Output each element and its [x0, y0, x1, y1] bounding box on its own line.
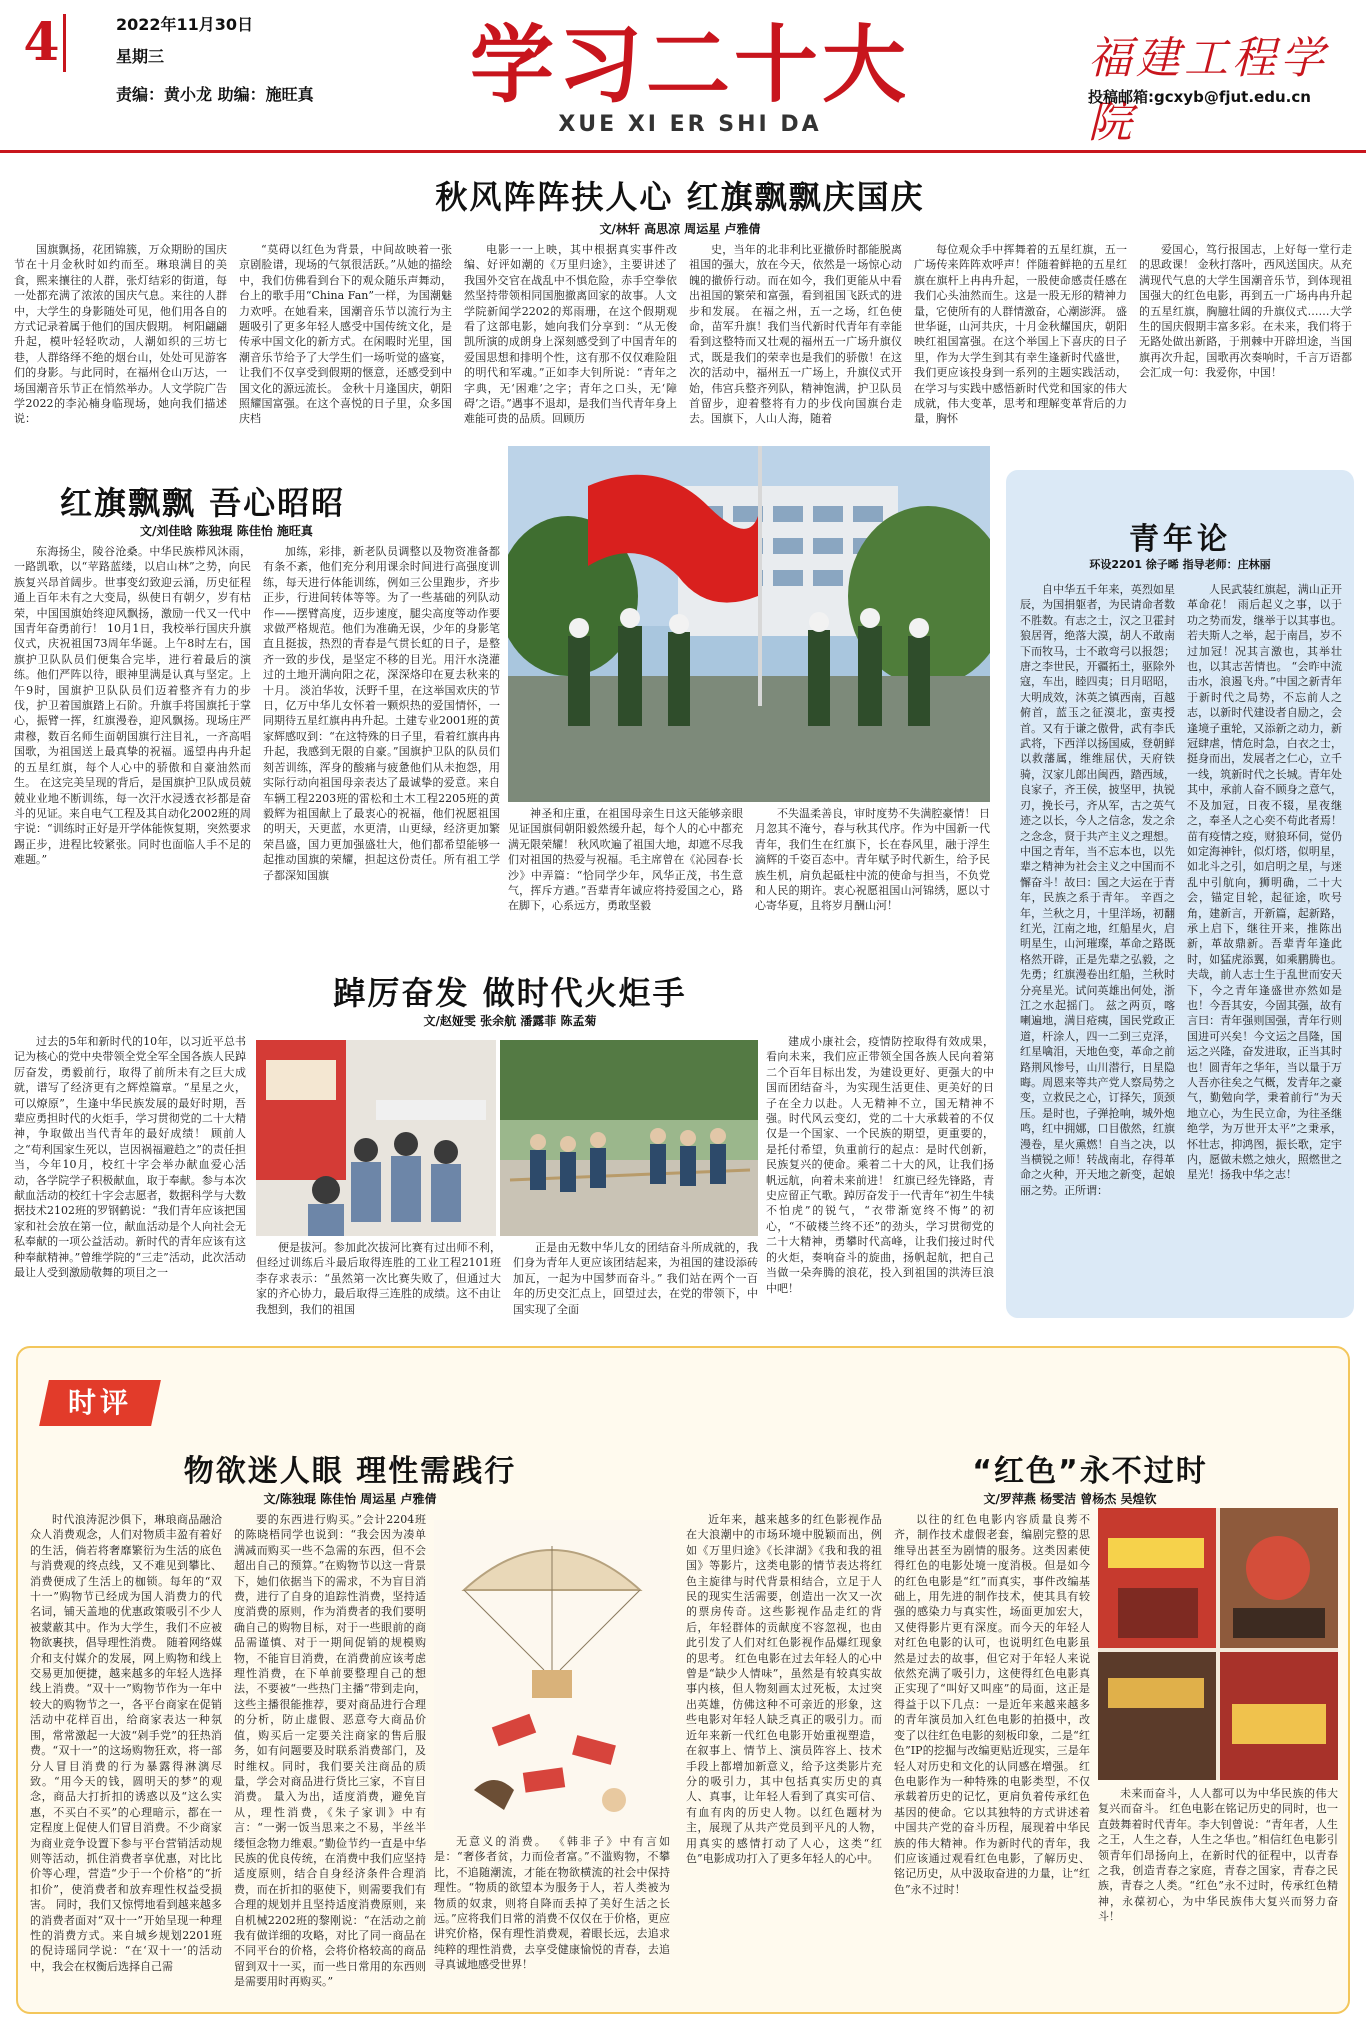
commentary-left-byline: 文/陈独琨 陈佳怡 周运星 卢雅倩 — [263, 1492, 437, 1506]
page-number: 4 — [20, 14, 66, 72]
article3-body-right — [766, 1034, 994, 1324]
article2-headline: 红旗飘飘 吾心昭昭 — [60, 484, 346, 522]
commentary-left-body-end — [434, 1834, 670, 2002]
article1-col-6: 爱国心，笃行报国志，上好每一堂行走的思政课！ 金秋打落叶，西风送国庆。从充满现代气息的大学生国潮音乐节，到体现祖国强大的红色电影，再到五一广场冉冉升起的五星红旗，胸臆壮阔的升旗仪式……大学生的国庆假期丰富多彩。在未来，我们将于无路处做出新路，于荆棘中开辟坦途，当国旗再次升起，国歌再次奏响时，千言万语都会汇成一句：我爱你，中国！ — [1139, 243, 1352, 380]
commentary-left-col-2: 要的东西进行购买。”会计2204班的陈晓梧同学也说到：“我会因为凑单满减而购买一些不急需的东西，但不会超出自己的预算。”在购物节以这一背景下，她们依据当下的需求，不为盲目消费，进行了自身的追踪性消费，坚持适度消费的原则，作为消费者的我们要明确自己的购物目标，对于一些眼前的商品需谨慎、对于一期间促销的规模购物，不能盲目消费，在消费前应该考虑理性消费，在下单前要整理自己的想法，不要被“一些热门主播”带到走向，这些主播很能推荐，要对商品进行合理的分析，防止虚假、恶意夸大商品价值，购买后一定要关注商家的售后服务，如有问题要及时联系消费部门，及时维权。同时，我们要关注商品的质量，学会对商品进行货比三家，不盲目消费。 量入为出，适度消费，避免盲从，理性消费，《朱子家训》中有言：“一粥一饭当思来之不易，半丝半缕恒念物力维艰。”勤俭节约一直是中华民族的优良传统，在消费中我们应坚持适度原则，结合自身经济条件合理消费，而在折扣的驱使下，则需要我们有合理的规划并且坚持适度消费原则，来自机械2202班的黎刚说：“在活动之前我有做详细的攻略，对比了同一商品在不同平台的价格，会将价格较高的商品留到双十一买，而一些日常用的东西则是需要用时再购买。” — [234, 1513, 426, 1989]
article3-col-4: 建成小康社会，疫情防控取得有效成果，看向未来，我们应正带领全国各族人民向着第二个百年目标出发，为建设更好、更强大的中国而团结奋斗，为实现生活更佳、更美好的日子在全力以赴。人无精神不立，国无精神不强。时代风云变幻，党的二十大承载着的不仅仅是一个国家、一个民族的期望，更重要的，是托付希望，负重前行的起点：是时代创新，民族复兴的使命。乘着二十大的风，让我们扬帆远航，向着未来前进！ 红旗已经先锋路，青史应留正气歌。踔厉奋发于一代青年“初生牛犊不怕虎”的锐气，“衣带渐宽终不悔”的初心，“不破楼兰终不还”的劲头，学习贯彻党的二十大精神，勇攀时代高峰，让我们接过时代的火炬，奏响奋斗的旋曲，扬帆起航，把自己当做一朵奔腾的浪花，投入到祖国的洪涛巨浪中吧！ — [766, 1035, 994, 1295]
commentary-left-headline: 物欲迷人眼 理性需践行 — [183, 1454, 517, 1489]
article3-body-mid — [256, 1240, 758, 1324]
article1-col-4: 史，当年的北非利比亚撤侨时都能脱离祖国的强大，放在今天，依然是一场惊心动魄的撤侨行动。而在如今，我们更能从中看出祖国的繁荣和富强，看到祖国飞跃式的进步和发展。 在福之州，五一之场，红色使命，苗军升旗！我们当代新时代青年有幸能看到这整特而又壮观的福州五一广场升旗仪式，既是我们的荣幸也是我们的骄傲！在这次的活动中，福州五一广场上，升旗仪式开始，伟宫兵整齐列队，精神饱满，护卫队员首留步，迎着整将有力的步伐向国旗台走去。国旗下，人山人海，随着 — [689, 243, 902, 426]
article2-col-1: 东海扬尘，陵谷沧桑。中华民族栉风沐雨，一路凯歌，以“苹路蓝缕，以启山林”之势，向民族复兴昂首阔步。世事变幻致迎云涌，历史征程通上百年未有之大变局，纵使日有朝夕，岁有枯荣，中国国旗始终迎风飘扬，激励一代又一代中国青年奋勇前行！ 10月1日，我校举行国庆升旗仪式，庆祝祖国73周年华诞。上午8时左右，国旗护卫队队员们便集合完毕，进行着最后的演练。他们严阵以待，眼神里满是认真与坚定。上午9时，国旗护卫队队员们迈着整齐有力的步伐，护卫着国旗踏上石阶。升旗手将国旗托于掌心，振臂一挥，红旗漫卷，迎风飘扬。现场庄严肃穆，数百名师生面朝国旗行注目礼，一齐高唱国歌，为祖国送上最真挚的祝福。遥望冉冉升起的五星红旗，每个人心中的骄傲和自豪油然而生。 在这完美呈现的背后，是国旗护卫队成员兢兢业业地不断训练，每一次汗水浸透衣衫都是奋斗的见证。来自电气工程及其自动化2002班的周宇说：“训练时正好是开学体能恢复期，突然要求踢正步，进程比较紧张。同时也面临人手不足的难题。” — [14, 545, 251, 867]
article3-headline: 踔厉奋发 做时代火炬手 — [333, 974, 687, 1012]
commentary-right-byline: 文/罗萍燕 杨雯洁 曾杨杰 吴煌钦 — [983, 1492, 1157, 1506]
section-title: 学习二十大 — [470, 16, 911, 114]
article3-body-left — [14, 1034, 246, 1324]
commentary-right-headline: “红色”永不过时 — [972, 1454, 1208, 1489]
article3-col-1: 过去的5年和新时代的10年，以习近平总书记为核心的党中央带领全党全军全国各族人民踔厉奋发，勇毅前行，取得了前所未有之巨大成就，谱写了经济更有之辉煌篇章。“星星之火，可以燎原”，生逢中华民族发展的最好时期，吾辈应勇担时代的火炬手，学习贯彻党的二十大精神，争取做出当代青年的最好成绩！ 顾前人之“苟利国家生死以，岂因祸福避趋之”的责任担当，今年10月，校红十字会举办献血爱心活动，各学院学子积极献血，取于奉献。参与本次献血活动的校红十字会志愿者，数据科学与大数据技术2102班的罗钢鹤说：“我们青年应该把国家和社会放在第一位，献血活动是个人向社会无私奉献的一项公益活动。新时代的青年应该有这种奉献精神。”曾维学院的“三走”活动，此次活动最让人受到激励敬舞的项目之一 — [14, 1035, 246, 1280]
article1-body — [14, 242, 1352, 438]
parachute-money-illustration — [434, 1520, 670, 1830]
header-divider — [0, 150, 1366, 153]
sidebar-byline: 环设2201 徐子晞 指导老师：庄林丽 — [1089, 558, 1271, 571]
issue-weekday: 星期三 — [116, 47, 165, 66]
school-logo: 福建工程学院 — [1088, 33, 1328, 148]
article2-col-3: 神圣和庄重，在祖国母亲生日这天能够亲眼见证国旗伺朝阳毅然缓升起，每个人的心中都充满无限荣耀！ 秋风吹遍了祖国大地，却遮不尽我们对祖国的热爱与祝福。毛主席曾在《沁园春·长沙》中弄篇：“恰同学少年，风华正茂，书生意气，挥斥方遒。”吾辈青年诚应将持爱国之心，路在脚下，心系远方，勇敢坚毅 — [508, 807, 743, 913]
article1-byline: 文/林轩 高思凉 周运星 卢雅倩 — [599, 222, 761, 236]
article3-byline: 文/赵娅雯 张余航 潘露菲 陈孟菊 — [423, 1014, 597, 1028]
article1-col-2: “莫碍以红色为背景，中间故映着一张京剧脸谱，现场的气氛很活跃。”从她的描绘中，我们仿佛看到台下的观众随乐声舞动，台上的歌手用“China Fan”一样，为国潮魅力欢呼。在她看来，国潮音乐节以流行为主题吸引了更多年轻人感受中国传统文化，是传承中国文化的新方式。在闲暇时光里，国潮音乐节给予了大学生们一场听觉的盛宴，让我们不仅享受到假期的惬意，还感受到中国文化的源远流长。 金秋十月逢国庆，朝阳照耀国富强。在这个喜悦的日子里，众多国庆档 — [239, 243, 452, 426]
article1-col-1: 国旗飘扬，花团锦簇，万众期盼的国庆节在十月金秋时如约而至。琳琅满目的美食，熙来攘往的人群，张灯结彩的街道，每一处都充满了浓浓的国庆气息。来往的人群中，大学生的身影随处可见，他们用各自的方式记录着属于他们的国庆假期。 柯阳翩翩升起，模叶轻轻吹动，人潮如织的三坊七巷，人群络绎不绝的烟台山，处处可见游客们的身影。与此同时，在福州仓山万达，一场国潮音乐节正在悄然举办。人文学院广告学2022的李沁楠身临现场，她向我们描述说： — [14, 243, 227, 426]
sidebar-title: 青年论 — [1129, 522, 1231, 557]
commentary-right-body — [686, 1512, 1090, 2002]
red-film-posters — [1098, 1508, 1338, 1780]
commentary-left-col-3: 无意义的消费。 《韩非子》中有言如是：“奢侈者贫，力而俭者富。”不滥购物，不攀比，不追随潮流，才能在物欲横流的社会中保持理性。“物质的欲望本为服务于人，若人类被为物质的奴隶，则将自降而丢掉了美好生活之长远。”应将我们日常的消费不仅仅在于价格，更应讲究价格，保有理性消费观，着眼长远，去追求纯粹的理性消费，去享受健康愉悦的青春，去追寻真诚地感受世界！ — [434, 1835, 670, 1972]
article1-col-3: 电影一一上映，其中根据真实事件改编、好评如潮的《万里归途》，主要讲述了我国外交官在战乱中不惧危险，赤手空拳依然坚持带领相同国胞撤离回家的故事。人文学院新闻学2202的郑雨珊，在这个假期观看了这部电影，她向我们分享到：“从无俊凯所演的成朗身上深刻感受到了中国青年的爱国思想和排明个性，这有那不仅仅难险阻的明代和军魂。”正如李大钊所说：“青年之字典，无‘困难’之字；青年之口头，无‘障碍’之语。”遇事不退却，是我们当代青年身上难能可贵的品质。回顾历 — [464, 243, 677, 426]
article2-byline: 文/刘佳晗 陈独琨 陈佳怡 施旺真 — [140, 524, 313, 538]
article2-body-right — [508, 806, 990, 936]
article1-col-5: 每位观众手中挥舞着的五星红旗，五一广场传来阵阵欢呼声！伴随着鲜艳的五星红旗在旗杆上冉冉升起，一股使命感责任感在我们心头油然而生。这是一股无形的精神力量，它使所有的人群情激奋，心潮澎湃。 盛世华诞，山河共庆，十月金秋耀国庆，朝阳映红祖国富强。在这个举国上下喜庆的日子里，作为大学生到其有幸生逢新时代盛世，我们更应该投身到一系列的主题实践活动，在学习与实践中感悟新时代党和国家的伟大成就，伟大变革，思考和理解变革背后的力量，胸怀 — [914, 243, 1127, 426]
sidebar-body — [1020, 582, 1342, 1308]
blood-donation-photo — [256, 1040, 496, 1236]
article2-col-2: 加练，彩排，新老队员调整以及物资准备都有条不紊，他们充分利用课余时间进行高强度训练，每天进行体能训练，例如三公里跑步，齐步正步，行进间转体等等。为了一些基础的列队动作——摆臂高度，迈步速度，腿尖高度等动作要求做严格规范。他们为准确无误，少年的身影笔直且挺拔，热烈的青春是气贯长虹的日子，是整齐一致的步伐，是坚定不移的目光。用汗水浇灌过的土地开满向阳之花，深深烙印在夏去秋来的十月。 淡泊华妆，沃野千里，在这举国欢庆的节日，亿万中华儿女怀着一颗炽热的爱国情怀，一同期待五星红旗冉冉升起。土建专业2001班的黄家辉感叹到：“在这特殊的日子里，看着红旗冉冉升起，我感到无限的自豪。”国旗护卫队的队员们刻苦训练，浑身的酸痛与疲惫他们从未抱怨，用实际行动向祖国母亲表达了最诚挚的爱意。来自车辆工程2203班的雷松和土木工程2205班的黄毅辉为祖国献上了最衷心的祝福，他们祝愿祖国的明天，天更蓝，水更清，山更绿，经济更加繁荣昌盛，国力更加强盛壮大，他们都希望能够一起推动国旗的荣耀，担起这份责任。所有祖工学子都深知国旗 — [263, 545, 500, 882]
issue-date: 2022年11月30日 — [116, 15, 254, 34]
tug-of-war-photo — [500, 1040, 758, 1236]
sidebar-col-2: 人民武装红旗起，满山正开革命花！ 雨后起义之事，以于功之势而发，继举于以其事也。若夫斯人之举，起于南昌，岁不过加冠！况其言激也，其举壮也，以其志苦情也。 “会昨中流击水，浪遏飞舟。”中国之新青年于新时代之局势，不忘前人之志，以新时代建设者自励之，会逢境子重轮，又添新之动力，新冠肆虐，情危时急，白衣之士，挺身而出，发展者之仁心，立千一线，筑新时代之长城。青年处其中，承前人奋不顾身之意气，不及加冠，日夜不辍，星夜继之，奉圣人之心奕不苟此者焉！ 苗有疫情之疫，财狼环伺，觉仍如定海神针，似灯塔，似明星，如北斗之引，如启明之星，与迷乱中引航向，狮明确，二十大会，锚定目轮，起征途，吹号角，建新言，开新篇，起新路，承上启下，继往开来，推陈出新，革故鼎新。吾辈青年逢此时，如猛虎添翼，如乘鹏腾也。 夫哉，前人志士生于乱世而安天下，今之青年逢盛世亦然如是也！今吾其安，今固其强，故有言曰：青年强则国强，青年行则国进可兴矣！今文运之昌隆，国运之兴隆，奋发进取，正当其时也！圆青年之华年，当以量于万人吾亦往矣之气概，发青年之豪气，勤勉向学，秉着前行“为天地立心，为生民立命，为往圣继绝学，为万世开太平”之秉承，怀壮志，抑鸿图，振长歌，定宇内，愿做未燃之烛火，照燃世之星光！扬我中华之志！ — [1187, 583, 1342, 1182]
article3-col-2: 便是拔河。参加此次拔河比赛有过出师不利，但经过训练后斗最后取得连胜的工业工程2101班李存求表示：“虽然第一次比赛失败了，但通过大家的齐心协力，最后取得三连胜的成绩。这不由让我想到，我们的祖国 — [256, 1241, 501, 1316]
article2-col-4: 不失温柔善良，审时度势不失满腔豪情！ 日月忽其不淹兮，春与秋其代序。作为中国新一代青年，我们生在红旗下，长在春风里，融于浮生滴辉的千姿百态中。青年赋予时代新生，给予民族生机，肩负起砥柱中流的使命与担当，不负党和人民的期许。衷心祝愿祖国山河锦绣，愿以寸心寄华夏，且将岁月酬山河！ — [755, 807, 990, 913]
editors-line: 责编：黄小龙 助编：施旺真 — [116, 85, 314, 104]
commentary-tag: 时评 — [39, 1380, 161, 1426]
article2-body-left — [14, 544, 500, 934]
article1-headline: 秋风阵阵扶人心 红旗飘飘庆国庆 — [435, 178, 925, 216]
commentary-right-col-2: 以往的红色电影内容质量良莠不齐，制作技术虚假老套，编剧完整的思维导出甚至为剧情的服务。这类因素使得红色的电影处境一度消极。但是如今的红色电影是“红”而真实，事件改编基础上，用先进的制作技术，使其具有较强的感染力与真实性，场面更加宏大，又使得影片更有深度。而今天的年轻人对红色电影的认可，也说明红色电影虽然是过去的故事，但它对于年轻人来说依然充满了吸引力，这使得红色电影真正实现了“叫好又叫座”的局面，这正是得益于以下几点：一是近年来越来越多的青年演员加入红色电影的拍摄中，改变了以往红色电影的刻板印象，二是“红色”IP的挖掘与改编更贴近现实，三是年轻人对历史和文化的认同感在增强。 红色电影作为一种特殊的电影类型，不仅承载着历史的记忆，更肩负着传承红色基因的使命。它以其独特的方式讲述着中国共产党的奋斗历程，展现着中华民族的伟大精神。作为新时代的青年，我们应该通过观看红色电影，了解历史、铭记历史，从中汲取奋进的力量，让“红色”永不过时！ — [894, 1513, 1090, 1896]
sidebar-col-1: 自中华五千年来，英烈如星辰，为国捐躯者，为民请命者数不胜数。有志之士，汉之卫霍封狼居胥，绝落大漠，胡人不敢南下而牧马，士不敢弯弓以报怨；唐之李世民，开疆拓土，驱除外寇，车出，睦四夷；日月昭昭，大明成效，沐英之镇西南，百越俯首，蓝玉之征漠北，蛮夷授首。又有于谦之傲骨，武有李氏武将，下西洋以扬国威，登朝鲜以救藩属，维维屈伏，天府铁骑，汉家儿郎出闽西，踏西域，良家子，齐王侯，披坚甲，执锐刃，挽长弓，齐从军，古之英气迹之以长，今人之信念，发之余之念念，贤于共产主义之理想。中国之青年，当不忘本也，以先辈之精神为社会主义之中国而不懈奋斗！故曰：国之大运在于青年，民族之系于青年。 辛酉之年，兰秋之月，十里洋场，初翻红光，江南之地，红船星火，启明星生，山河璀璨，革命之路既格然开辟，正是先辈之弘毅，之先勇；红旗漫卷出红船，兰秋时分亮星光。试问英雄出何处，浙江之水起摇门。 兹之两页，喀喇遍地，满目疮痍，国民党政正道，杆涂人，四一二到三克泽，红星噙泪，天地色变，革命之前路荆风惨号，山川潜行，日星隐晦。周恩来等共产党人察局势之变，立救民之心，订择矢，顶颈压。是时也，子弹抢响，城外炮鸣，红中拥娜，口目傲然，红旗漫卷，星火熏燃！自当之决，以当横锐之师！转战南北，存得革命之火种，开天地之新变，起娘丽之势。正所谓： — [1020, 583, 1175, 1197]
section-pinyin: XUE XI ER SHI DA — [558, 112, 822, 137]
article3-col-3: 正是由无数中华儿女的团结奋斗所成就的，我们身为青年人更应该团结起来，为祖国的建设添砖加瓦，一起为中国梦而奋斗。” 我们站在两个一百年的历史交汇点上，回望过去，在党的带领下，中国实现了全面 — [513, 1241, 758, 1316]
commentary-right-body-end — [1098, 1786, 1338, 2002]
commentary-right-col-1: 近年来，越来越多的红色影视作品在大浪潮中的市场环境中脱颖而出，例如《万里归途》《长津湖》《我和我的祖国》等影片，这类电影的情节表达将红色主旋律与时代背景相结合，立足于人民的现实生活需要，创造出一次又一次的票房传奇。这些影视作品走红的背后，年轻群体的贡献度不容忽视，也由此引发了人们对红色影视作品爆红现象的思考。 红色电影在过去年轻人的心中曾是“缺少人情味”，虽然是有较真实故事内核，但人物刻画太过死板，太过突出英雄，仿佛这种不可亲近的形象，这些电影对年轻人缺乏真正的吸引力。而近年来新一代红色电影开始重视塑造，在叙事上、情节上、演员阵容上、技术手段上都增加新意义，给予这类影片充分的吸引力，其中包括真实历史的真人、真事，让年轻人看到了真实可信、有血有肉的历史人物。以红色题材为主，展现了从共产党员到平凡的人物，用真实的感情打动了人心，这类“红色”电影成功打入了更多年轻人的心中。 — [686, 1513, 882, 1865]
flag-raising-photo — [508, 446, 990, 802]
commentary-right-col-3: 未来而奋斗，人人都可以为中华民族的伟大复兴而奋斗。 红色电影在铭记历史的同时，也一直鼓舞着时代青年。李大钊曾说：“青年者，人生之王，人生之春，人生之华也。”相信红色电影引领青年们昂扬向上，在新时代的征程中，以青春之我，创造青春之家庭，青春之国家，青春之民族，青春之人类。“红色”永不过时，传承红色精神，永葆初心，为中华民族伟大复兴而努力奋斗！ — [1098, 1787, 1338, 1924]
commentary-left-body — [30, 1512, 426, 2002]
commentary-left-col-1: 时代浪涛泥沙俱下，琳琅商品融洽众人消费观念，人们对物质丰盈有着好的生活，倘若将奢靡繁衍为生活的底色与消费观的终点线，又不难见到攀比、消费便成了生活上的枷锁。每年的“双十一”购物节已经成为国人消费力的代名词，铺天盖地的优惠政策吸引不少人被蒙蔽其中。作为大学生，我们不应被物欲裹挟，倡导理性消费。 随着网络媒介和支付媒介的发展，网上购物和线上交易更加便捷，越来越多的年轻人选择线上消费。“双十一”购物节作为一年中较大的购物节之一，各平台商家在促销活动中花样百出，给商家表达一种氛围，常常激起一大波“剁手党”的狂热消费。“双十一”的这场购物狂欢，将一部分人冒目消费的行为暴露得淋漓尽致。“用今天的钱，圆明天的梦”的观念，商品大打折扣的诱惑以及“这么实惠，不买白不买”的心理暗示，都在一定程度上促使人们冒目消费。不少商家为商业竞争设置下参与平台营销活动规则等活动，抓住消费者享优惠，对比比价等心理，营造“少于一个价格”的“折扣价”，使消费者和放弃理性权益受损害。 同时，我们又惊愕地看到越来越多的消费者面对“双十一”开始呈现一种理性的消费方式。来自城乡规划2201班的倪诗瑶同学说：“在‘双十一’的活动中，我会在权衡后选择自己需 — [30, 1513, 222, 1973]
submission-email: 投稿邮箱:gcxyb@fjut.edu.cn — [1088, 88, 1311, 106]
